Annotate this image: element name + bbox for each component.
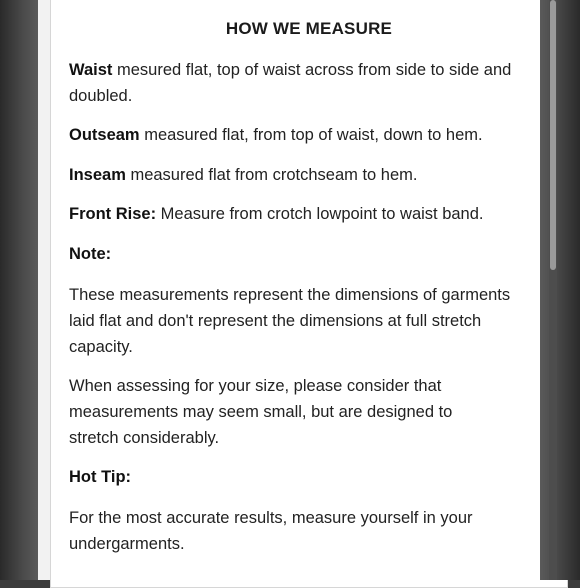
scrollbar-thumb[interactable] (550, 0, 556, 270)
note-paragraph-1: These measurements represent the dimensions of garments laid flat and don't represent the dimensions at full stretch capacity. (69, 286, 511, 356)
note-heading: Note: (69, 245, 112, 263)
outseam-term: Outseam (69, 126, 140, 144)
measurement-guide-panel (50, 0, 568, 588)
hot-tip-heading: Hot Tip: (69, 468, 132, 486)
waist-text: mesured flat, top of waist across from side to side and doubled. (69, 61, 512, 105)
outseam-text: measured flat, from top of waist, down to hem. (139, 126, 483, 144)
device-bezel-left (0, 0, 38, 580)
phone-screen (38, 0, 540, 580)
outseam-definition (69, 122, 529, 148)
front-rise-text: Measure from crotch lowpoint to waist band. (156, 205, 484, 223)
inseam-definition (69, 162, 529, 188)
inseam-text: measured flat from crotchseam to hem. (125, 166, 418, 184)
waist-term: Waist (69, 61, 113, 79)
device-bezel-right (540, 0, 580, 580)
front-rise-definition (69, 201, 559, 227)
hot-tip-text: For the most accurate results, measure yourself in your undergarments. (69, 509, 473, 553)
inseam-term: Inseam (69, 166, 126, 184)
waist-definition (69, 57, 529, 109)
page-title: HOW WE MEASURE (225, 19, 393, 38)
note-paragraph-2: When assessing for your size, please consider that measurements may seem small, but are designed to stretch considerably. (69, 377, 453, 447)
front-rise-term: Front Rise: (69, 205, 157, 223)
